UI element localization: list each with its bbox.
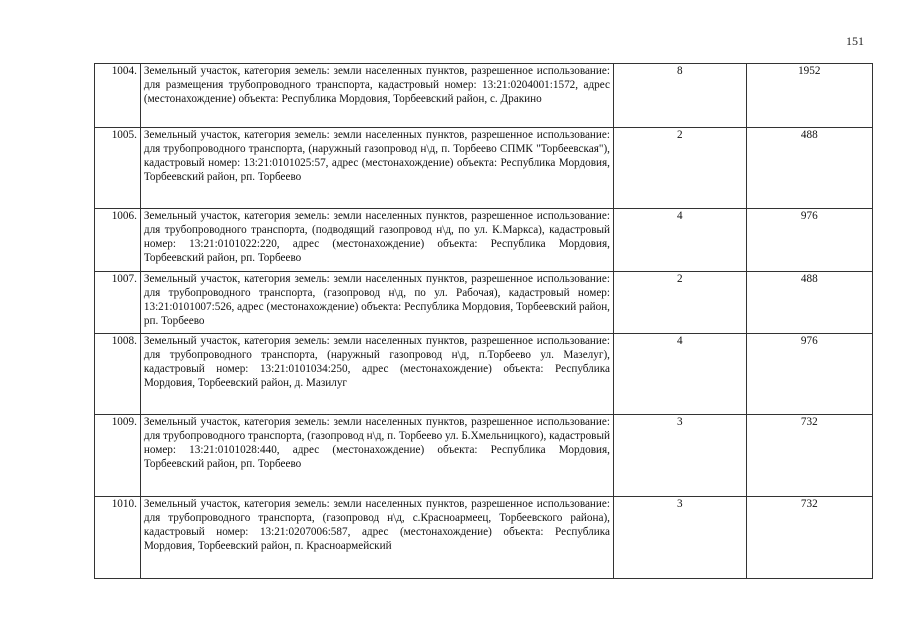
- parcel-description: Земельный участок, категория земель: земли населенных пунктов, разрешенное использование: для трубопроводного транспорта, (подводящий газопровод н\д, по ул. К.Маркса), кадастровый номер: 13:21:0101022:220, адрес (местонахождение) объекта: Республика Мордовия, Торбеевский район, рп. Торбеево: [140, 209, 613, 272]
- row-number: 1004.: [95, 64, 141, 128]
- row-number: 1008.: [95, 334, 141, 415]
- parcel-description: Земельный участок, категория земель: земли населенных пунктов, разрешенное использование: для трубопроводного транспорта, (газопровод н\д, с.Красноармеец, Торбеевского района), кадастровый номер: 13:21:0207006:587, адрес (местонахождение) объекта: Республика Мордовия, Торбеевский район, п. Красноармейский: [140, 497, 613, 579]
- row-number: 1009.: [95, 415, 141, 497]
- table-row: [95, 415, 873, 497]
- parcel-description: Земельный участок, категория земель: земли населенных пунктов, разрешенное использование: для трубопроводного транспорта, (газопровод н\д, п. Торбеево ул. Б.Хмельницкого), кадастровый номер: 13:21:0101028:440, адрес (местонахождение) объекта: Республика Мордовия, Торбеевский район, рп. Торбеево: [140, 415, 613, 497]
- parcel-area: 1952: [746, 64, 872, 128]
- table-row: [95, 497, 873, 579]
- row-number: 1007.: [95, 272, 141, 334]
- row-number: 1006.: [95, 209, 141, 272]
- parcel-quantity: 2: [613, 272, 746, 334]
- parcel-area: 732: [746, 415, 872, 497]
- land-parcel-table: [94, 63, 873, 579]
- parcel-area: 976: [746, 209, 872, 272]
- row-number: 1010.: [95, 497, 141, 579]
- parcel-quantity: 8: [613, 64, 746, 128]
- table-row: [95, 209, 873, 272]
- parcel-quantity: 3: [613, 415, 746, 497]
- parcel-area: 488: [746, 272, 872, 334]
- page-number: 151: [846, 34, 864, 48]
- parcel-quantity: 4: [613, 209, 746, 272]
- parcel-quantity: 2: [613, 128, 746, 209]
- parcel-area: 488: [746, 128, 872, 209]
- parcel-description: Земельный участок, категория земель: земли населенных пунктов, разрешенное использование: для трубопроводного транспорта, (наружный газопровод н\д, п.Торбеево ул. Мазелуг), кадастровый номер: 13:21:0101034:250, адрес (местонахождение) объекта: Республика Мордовия, Торбеевский район, д. Мазилуг: [140, 334, 613, 415]
- parcel-description: Земельный участок, категория земель: земли населенных пунктов, разрешенное использование: для трубопроводного транспорта, (газопровод н\д, по ул. Рабочая), кадастровый номер: 13:21:0101007:526, адрес (местонахождение) объекта: Республика Мордовия, Торбеевский район, рп. Торбеево: [140, 272, 613, 334]
- parcel-description: Земельный участок, категория земель: земли населенных пунктов, разрешенное использование: для трубопроводного транспорта, (наружный газопровод н\д, п. Торбеево СПМК "Торбеевская"), кадастровый номер: 13:21:0101025:57, адрес (местонахождение) объекта: Республика Мордовия, Торбеевский район, рп. Торбеево: [140, 128, 613, 209]
- parcel-area: 732: [746, 497, 872, 579]
- table-row: [95, 272, 873, 334]
- table-row: [95, 128, 873, 209]
- row-number: 1005.: [95, 128, 141, 209]
- parcel-area: 976: [746, 334, 872, 415]
- parcel-description: Земельный участок, категория земель: земли населенных пунктов, разрешенное использование: для размещения трубопроводного транспорта, кадастровый номер: 13:21:0204001:1572, адрес (местонахождение) объекта: Республика Мордовия, Торбеевский район, с. Дракино: [140, 64, 613, 128]
- table-row: [95, 334, 873, 415]
- parcel-quantity: 4: [613, 334, 746, 415]
- table-row: [95, 64, 873, 128]
- parcel-quantity: 3: [613, 497, 746, 579]
